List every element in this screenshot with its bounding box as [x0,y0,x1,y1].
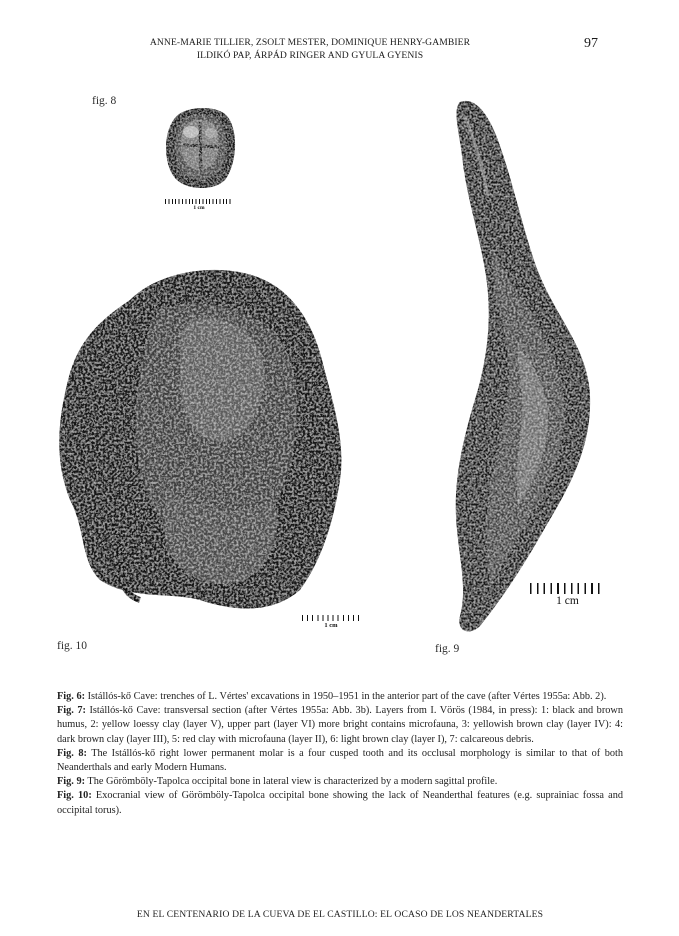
fig8-label: fig. 8 [92,95,117,107]
molar-tooth-photo [155,100,245,195]
fig10-scale-label: 1 cm [324,622,338,629]
caption-title: Fig. 9: [57,776,86,788]
figure-captions [57,690,623,818]
caption-text: The Istállós-kő right lower permanent molar is a four cusped tooth and its occlusal morphology is similar to that of both Neanderthals and early Modern Humans. [57,747,623,774]
caption-title: Fig. 8: [57,747,87,759]
fig8-scale-bar [165,199,233,212]
caption-text: The Görömböly-Tapolca occipital bone in lateral view is characterized by a modern sagittal profile. [85,776,498,788]
occipital-bone-lateral-photo [440,96,600,636]
caption-fig9 [57,775,623,789]
caption-title: Fig. 7: [57,705,86,717]
fig10-label: fig. 10 [57,640,88,652]
caption-fig6 [57,690,623,704]
occipital-bone-exocranial-photo [50,260,355,620]
caption-title: Fig. 10: [57,790,92,802]
caption-title: Fig. 6: [57,691,86,702]
fig10-scale-bar [302,615,360,631]
page-number: 97 [584,36,598,51]
running-header [100,37,520,62]
fig8-scale-label: 1 cm [193,205,205,211]
caption-text: Istállós-kő Cave: transversal section (after Vértes 1955a: Abb. 3b). Layers from I. Vörös (1984, in press): 1: black and brown humus, 2: yellow loessy clay (layer V), upper part (layer VI) more bright contains microfauna, 3: yellowish brown clay (layer IV): 4: dark brown clay (layer III), 5: red clay with microfauna (layer II), 6: light brown clay (layer I), 7: calcareous debris. [57,705,623,745]
caption-text: Istállós-kő Cave: trenches of L. Vértes' excavations in 1950–1951 in the anterior part of the cave (after Vértes 1955a: Abb. 2). [85,691,607,702]
header-authors-line2: ILDIKÓ PAP, ÁRPÁD RINGER AND GYULA GYENIS [196,49,424,61]
fig9-label: fig. 9 [435,643,460,655]
caption-fig7 [57,704,623,747]
caption-text: Exocranial view of Görömböly-Tapolca occipital bone showing the lack of Neanderthal features (e.g. suprainiac fossa and occipital torus). [57,790,623,816]
caption-fig10 [57,789,623,817]
fig9-scale-bar [530,583,605,609]
header-authors-line1: ANNE-MARIE TILLIER, ZSOLT MESTER, DOMINIQUE HENRY-GAMBIER [149,37,471,48]
caption-fig8 [57,747,623,775]
fig9-scale-ticks [530,583,605,594]
running-footer: EN EL CENTENARIO DE LA CUEVA DE EL CASTILLO: EL OCASO DE LOS NEANDERTALES [136,909,544,920]
fig9-scale-label: 1 cm [556,595,579,607]
